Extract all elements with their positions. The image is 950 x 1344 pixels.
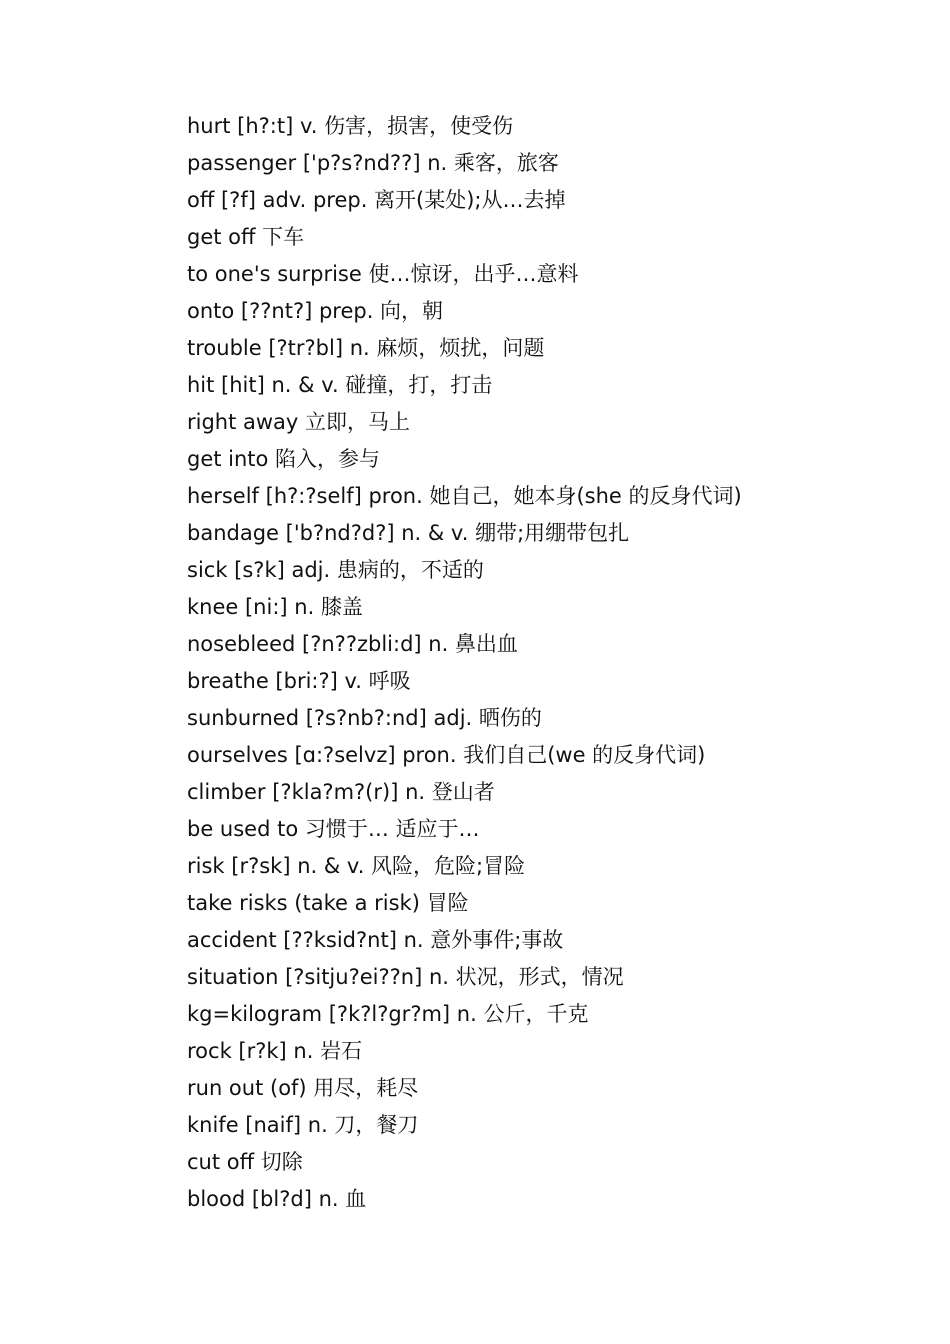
vocab-entry: bandage ['b?nd?d?] n. & v. 绷带;用绷带包扎 — [187, 521, 630, 545]
vocab-entry: knee [ni:] n. 膝盖 — [187, 595, 363, 619]
vocab-entry: trouble [?tr?bl] n. 麻烦，烦扰，问题 — [187, 336, 545, 360]
vocab-entry: take risks (take a risk) 冒险 — [187, 891, 469, 915]
vocab-entry: right away 立即，马上 — [187, 410, 411, 434]
vocab-entry: off [?f] adv. prep. 离开(某处);从…去掉 — [187, 188, 566, 212]
vocab-entry: ourselves [ɑ:?selvz] pron. 我们自己(we 的反身代词) — [187, 743, 706, 767]
vocabulary-list — [187, 108, 742, 1218]
vocab-entry: hit [hit] n. & v. 碰撞，打，打击 — [187, 373, 493, 397]
vocab-entry: nosebleed [?n??zbli:d] n. 鼻出血 — [187, 632, 518, 656]
vocab-entry: knife [naif] n. 刀，餐刀 — [187, 1113, 419, 1137]
vocab-entry: sick [s?k] adj. 患病的，不适的 — [187, 558, 484, 582]
vocab-entry: sunburned [?s?nb?:nd] adj. 晒伤的 — [187, 706, 542, 730]
vocab-entry: run out (of) 用尽，耗尽 — [187, 1076, 419, 1100]
vocab-entry: be used to 习惯于… 适应于… — [187, 817, 480, 841]
vocab-entry: situation [?sitju?ei??n] n. 状况，形式，情况 — [187, 965, 624, 989]
vocab-entry: risk [r?sk] n. & v. 风险，危险;冒险 — [187, 854, 526, 878]
vocab-entry: herself [h?:?self] pron. 她自己，她本身(she 的反身代词) — [187, 484, 742, 508]
vocab-entry: get off 下车 — [187, 225, 305, 249]
vocab-entry: rock [r?k] n. 岩石 — [187, 1039, 363, 1063]
vocab-entry: breathe [bri:?] v. 呼吸 — [187, 669, 411, 693]
vocab-entry: accident [??ksid?nt] n. 意外事件;事故 — [187, 928, 564, 952]
vocab-entry: blood [bl?d] n. 血 — [187, 1187, 367, 1211]
vocab-entry: hurt [h?:t] v. 伤害，损害，使受伤 — [187, 114, 514, 138]
vocab-entry: passenger ['p?s?nd??] n. 乘客，旅客 — [187, 151, 559, 175]
vocab-entry: cut off 切除 — [187, 1150, 303, 1174]
vocab-entry: to one's surprise 使…惊讶，出乎…意料 — [187, 262, 579, 286]
vocab-entry: onto [??nt?] prep. 向，朝 — [187, 299, 444, 323]
vocab-entry: kg=kilogram [?k?l?gr?m] n. 公斤，千克 — [187, 1002, 589, 1026]
vocab-entry: get into 陷入，参与 — [187, 447, 381, 471]
vocab-entry: climber [?kla?m?(r)] n. 登山者 — [187, 780, 495, 804]
